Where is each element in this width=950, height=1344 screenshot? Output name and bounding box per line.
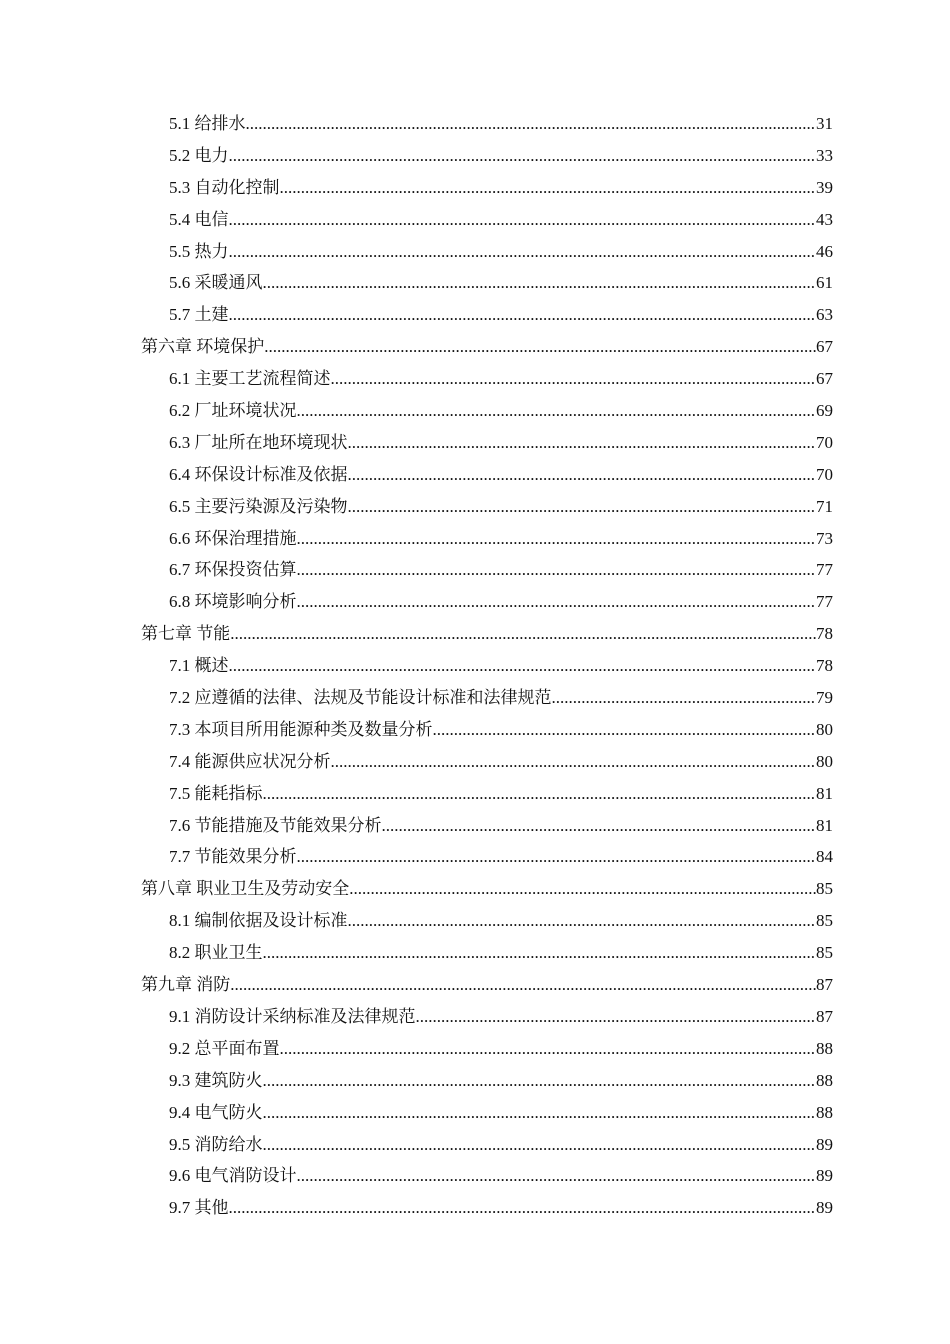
toc-entry-page-number: 77 bbox=[816, 592, 833, 612]
toc-chapter-entry[interactable] bbox=[141, 331, 833, 363]
toc-entry-page-number: 70 bbox=[816, 464, 833, 484]
toc-entry-page-number: 43 bbox=[816, 209, 833, 229]
toc-section-entry[interactable] bbox=[141, 810, 833, 842]
toc-entry-page-number: 46 bbox=[816, 241, 833, 261]
toc-dot-leader bbox=[229, 140, 817, 172]
toc-section-entry[interactable] bbox=[141, 427, 833, 459]
toc-dot-leader bbox=[229, 650, 817, 682]
toc-entry-title: 5.7 土建 bbox=[169, 305, 229, 325]
toc-entry-title: 9.5 消防给水 bbox=[169, 1134, 263, 1154]
toc-dot-leader bbox=[297, 523, 817, 555]
toc-dot-leader bbox=[331, 746, 817, 778]
toc-chapter-entry[interactable] bbox=[141, 618, 833, 650]
toc-dot-leader bbox=[297, 554, 817, 586]
toc-dot-leader bbox=[229, 204, 817, 236]
toc-section-entry[interactable] bbox=[141, 1033, 833, 1065]
toc-entry-page-number: 85 bbox=[816, 911, 833, 931]
toc-section-entry[interactable] bbox=[141, 299, 833, 331]
toc-entry-page-number: 31 bbox=[816, 114, 833, 133]
toc-dot-leader bbox=[230, 618, 816, 650]
toc-entry-title: 9.4 电气防火 bbox=[169, 1102, 263, 1122]
toc-entry-title: 9.2 总平面布置 bbox=[169, 1038, 280, 1058]
toc-entry-page-number: 87 bbox=[816, 975, 833, 995]
toc-entry-page-number: 85 bbox=[816, 879, 833, 899]
toc-entry-title: 7.6 节能措施及节能效果分析 bbox=[169, 815, 382, 835]
toc-section-entry[interactable] bbox=[141, 459, 833, 491]
toc-entry-page-number: 89 bbox=[816, 1198, 833, 1218]
toc-entry-page-number: 78 bbox=[816, 624, 833, 644]
toc-section-entry[interactable] bbox=[141, 778, 833, 810]
toc-section-entry[interactable] bbox=[141, 267, 833, 299]
toc-entry-title: 9.6 电气消防设计 bbox=[169, 1166, 297, 1186]
toc-dot-leader bbox=[280, 1033, 817, 1065]
toc-entry-page-number: 85 bbox=[816, 943, 833, 963]
toc-section-entry[interactable] bbox=[141, 1160, 833, 1192]
toc-entry-title: 5.2 电力 bbox=[169, 145, 229, 165]
toc-dot-leader bbox=[349, 873, 816, 905]
toc-dot-leader bbox=[264, 331, 816, 363]
toc-dot-leader bbox=[382, 810, 817, 842]
toc-dot-leader bbox=[229, 299, 817, 331]
toc-entry-title: 6.2 厂址环境状况 bbox=[169, 401, 297, 421]
toc-entry-title: 6.8 环境影响分析 bbox=[169, 592, 297, 612]
toc-dot-leader bbox=[263, 1129, 817, 1161]
toc-section-entry[interactable] bbox=[141, 1001, 833, 1033]
toc-section-entry[interactable] bbox=[141, 1129, 833, 1161]
toc-section-entry[interactable] bbox=[141, 905, 833, 937]
toc-section-entry[interactable] bbox=[141, 1097, 833, 1129]
toc-section-entry[interactable] bbox=[141, 937, 833, 969]
toc-entry-title: 第九章 消防 bbox=[141, 975, 231, 995]
toc-section-entry[interactable] bbox=[141, 554, 833, 586]
toc-section-entry[interactable] bbox=[141, 204, 833, 236]
toc-entry-page-number: 70 bbox=[816, 432, 833, 452]
toc-entry-page-number: 89 bbox=[816, 1166, 833, 1186]
toc-section-entry[interactable] bbox=[141, 140, 833, 172]
toc-entry-page-number: 67 bbox=[816, 369, 833, 389]
toc-dot-leader bbox=[230, 969, 816, 1001]
toc-entry-page-number: 61 bbox=[816, 273, 833, 293]
toc-chapter-entry[interactable] bbox=[141, 969, 833, 1001]
toc-entry-page-number: 84 bbox=[816, 847, 833, 867]
toc-section-entry[interactable] bbox=[141, 363, 833, 395]
toc-entry-title: 第八章 职业卫生及劳动安全 bbox=[141, 879, 350, 899]
toc-entry-title: 5.6 采暖通风 bbox=[169, 273, 263, 293]
toc-entry-title: 9.1 消防设计采纳标准及法律规范 bbox=[169, 1006, 416, 1026]
toc-entry-title: 7.1 概述 bbox=[169, 656, 229, 676]
toc-entry-page-number: 67 bbox=[816, 337, 833, 357]
toc-dot-leader bbox=[297, 586, 817, 618]
toc-entry-page-number: 73 bbox=[816, 528, 833, 548]
toc-entry-page-number: 88 bbox=[816, 1070, 833, 1090]
toc-dot-leader bbox=[348, 427, 817, 459]
toc-entry-title: 7.2 应遵循的法律、法规及节能设计标准和法律规范 bbox=[169, 688, 552, 708]
toc-section-entry[interactable] bbox=[141, 1065, 833, 1097]
toc-entry-title: 7.4 能源供应状况分析 bbox=[169, 751, 331, 771]
toc-entry-title: 6.3 厂址所在地环境现状 bbox=[169, 432, 348, 452]
toc-section-entry[interactable] bbox=[141, 746, 833, 778]
toc-dot-leader bbox=[297, 1160, 817, 1192]
toc-entry-page-number: 77 bbox=[816, 560, 833, 580]
toc-dot-leader bbox=[263, 1065, 817, 1097]
toc-section-entry[interactable] bbox=[141, 523, 833, 555]
toc-entry-title: 7.5 能耗指标 bbox=[169, 783, 263, 803]
toc-dot-leader bbox=[246, 108, 817, 140]
toc-entry-page-number: 80 bbox=[816, 719, 833, 739]
toc-entry-page-number: 33 bbox=[816, 145, 833, 165]
toc-dot-leader bbox=[263, 937, 817, 969]
toc-entry-title: 8.2 职业卫生 bbox=[169, 943, 263, 963]
toc-section-entry[interactable] bbox=[141, 1192, 833, 1224]
toc-entry-page-number: 78 bbox=[816, 656, 833, 676]
toc-dot-leader bbox=[263, 267, 817, 299]
toc-dot-leader bbox=[229, 1192, 817, 1224]
toc-entry-title: 第六章 环境保护 bbox=[141, 337, 265, 357]
toc-entry-page-number: 81 bbox=[816, 783, 833, 803]
toc-entry-title: 5.4 电信 bbox=[169, 209, 229, 229]
toc-dot-leader bbox=[433, 714, 817, 746]
toc-section-entry[interactable] bbox=[141, 714, 833, 746]
toc-entry-page-number: 63 bbox=[816, 305, 833, 325]
toc-entry-title: 6.6 环保治理措施 bbox=[169, 528, 297, 548]
toc-dot-leader bbox=[263, 1097, 817, 1129]
toc-entry-title: 6.1 主要工艺流程简述 bbox=[169, 369, 331, 389]
toc-entry-title: 7.3 本项目所用能源种类及数量分析 bbox=[169, 719, 433, 739]
toc-entry-title: 9.3 建筑防火 bbox=[169, 1070, 263, 1090]
toc-entry-page-number: 80 bbox=[816, 751, 833, 771]
toc-section-entry[interactable] bbox=[141, 395, 833, 427]
toc-entry-title: 5.1 给排水 bbox=[169, 114, 246, 133]
toc-section-entry[interactable] bbox=[141, 108, 833, 140]
table-of-contents bbox=[141, 108, 833, 1224]
toc-section-entry[interactable] bbox=[141, 236, 833, 268]
toc-dot-leader bbox=[348, 491, 817, 523]
toc-dot-leader bbox=[280, 172, 817, 204]
toc-section-entry[interactable] bbox=[141, 491, 833, 523]
toc-entry-page-number: 39 bbox=[816, 177, 833, 197]
toc-entry-title: 5.5 热力 bbox=[169, 241, 229, 261]
toc-entry-title: 9.7 其他 bbox=[169, 1198, 229, 1218]
toc-section-entry[interactable] bbox=[141, 682, 833, 714]
toc-entry-title: 6.7 环保投资估算 bbox=[169, 560, 297, 580]
toc-dot-leader bbox=[263, 778, 817, 810]
toc-section-entry[interactable] bbox=[141, 841, 833, 873]
toc-section-entry[interactable] bbox=[141, 650, 833, 682]
toc-section-entry[interactable] bbox=[141, 172, 833, 204]
toc-entry-page-number: 88 bbox=[816, 1038, 833, 1058]
toc-dot-leader bbox=[348, 905, 817, 937]
toc-dot-leader bbox=[416, 1001, 817, 1033]
toc-entry-page-number: 87 bbox=[816, 1006, 833, 1026]
toc-entry-title: 5.3 自动化控制 bbox=[169, 177, 280, 197]
toc-dot-leader bbox=[297, 395, 817, 427]
toc-entry-title: 6.5 主要污染源及污染物 bbox=[169, 496, 348, 516]
toc-dot-leader bbox=[229, 236, 817, 268]
toc-section-entry[interactable] bbox=[141, 586, 833, 618]
toc-entry-page-number: 71 bbox=[816, 496, 833, 516]
toc-entry-title: 6.4 环保设计标准及依据 bbox=[169, 464, 348, 484]
toc-entry-page-number: 79 bbox=[816, 688, 833, 708]
toc-dot-leader bbox=[297, 841, 817, 873]
toc-entry-page-number: 69 bbox=[816, 401, 833, 421]
toc-entry-title: 7.7 节能效果分析 bbox=[169, 847, 297, 867]
toc-entry-page-number: 81 bbox=[816, 815, 833, 835]
toc-dot-leader bbox=[552, 682, 817, 714]
toc-entry-title: 8.1 编制依据及设计标准 bbox=[169, 911, 348, 931]
toc-entry-page-number: 89 bbox=[816, 1134, 833, 1154]
toc-dot-leader bbox=[331, 363, 817, 395]
toc-entry-title: 第七章 节能 bbox=[141, 624, 231, 644]
toc-entry-page-number: 88 bbox=[816, 1102, 833, 1122]
toc-chapter-entry[interactable] bbox=[141, 873, 833, 905]
toc-dot-leader bbox=[348, 459, 817, 491]
